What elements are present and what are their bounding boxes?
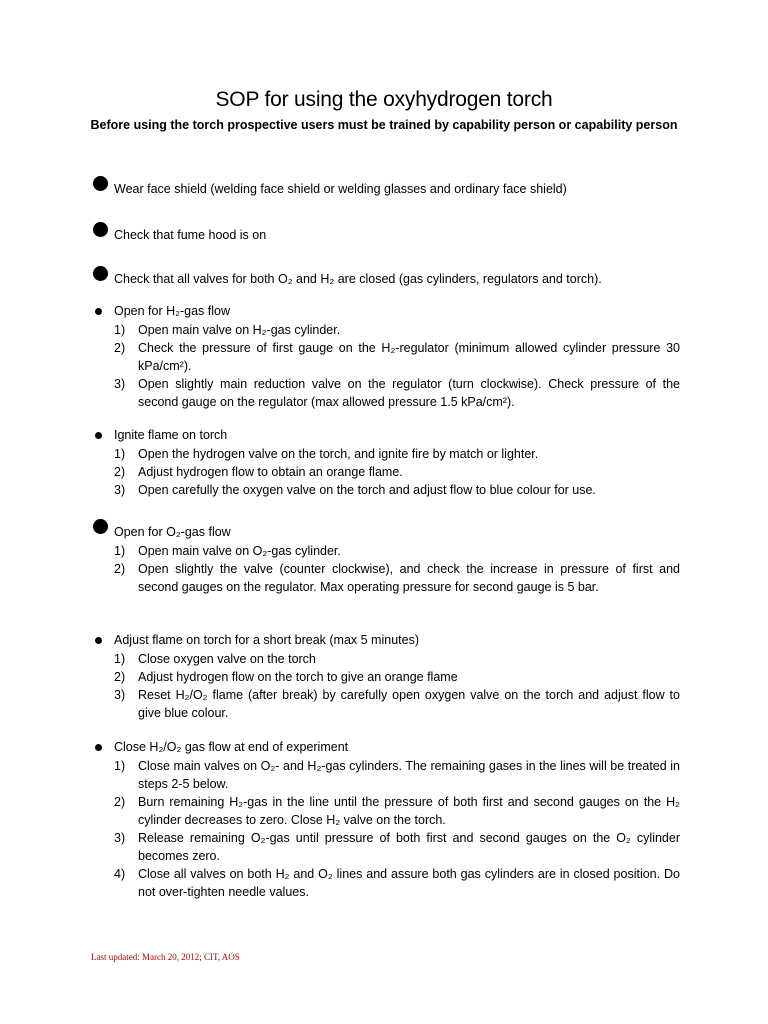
step-text: Open the hydrogen valve on the torch, and ignite fire by match or lighter.	[138, 447, 539, 461]
step-item	[90, 560, 680, 596]
step-number: 2)	[114, 465, 126, 479]
step-text: Open main valve on O₂-gas cylinder.	[138, 544, 341, 558]
step-item	[90, 650, 680, 668]
section-heading-text: Close H₂/O₂ gas flow at end of experiment	[114, 740, 349, 754]
step-item	[90, 829, 680, 865]
step-number: 2)	[114, 562, 126, 576]
step-item	[90, 321, 680, 339]
section-heading	[90, 738, 680, 756]
step-item	[90, 757, 680, 793]
section-face-shield	[90, 180, 680, 198]
step-text: Open slightly the valve (counter clockwise), and check the increase in pressure of first and second gauges on the regulator. Max operating pressure for second gauge is 5 bar.	[138, 562, 680, 594]
step-text: Reset H₂/O₂ flame (after break) by carefully open oxygen valve on the torch and adjust flow to give blue colour.	[138, 688, 680, 720]
step-item	[90, 542, 680, 560]
step-text: Close main valves on O₂- and H₂-gas cylinders. The remaining gases in the lines will be treated in steps 2-5 below.	[138, 759, 680, 791]
section-heading	[90, 631, 680, 649]
bullet-icon	[93, 222, 108, 237]
bullet-icon	[95, 308, 102, 315]
step-text: Adjust hydrogen flow on the torch to give an orange flame	[138, 670, 458, 684]
step-number: 1)	[114, 759, 126, 773]
section-heading	[90, 523, 680, 541]
step-item	[90, 375, 680, 411]
section-heading-text: Open for O₂-gas flow	[114, 525, 231, 539]
step-item	[90, 445, 680, 463]
bullet-icon	[93, 519, 108, 534]
step-item	[90, 793, 680, 829]
step-number: 2)	[114, 670, 126, 684]
page-subtitle: Before using the torch prospective users must be trained by capability person or capability person	[90, 118, 678, 132]
step-item	[90, 668, 680, 686]
step-number: 4)	[114, 867, 126, 881]
section-heading	[90, 180, 680, 198]
section-heading-text: Adjust flame on torch for a short break (max 5 minutes)	[114, 633, 419, 647]
step-number: 3)	[114, 377, 126, 391]
step-text: Release remaining O₂-gas until pressure of both first and second gauges on the O₂ cylinder becomes zero.	[138, 831, 680, 863]
step-list	[90, 542, 680, 596]
bullet-icon	[95, 744, 102, 751]
step-number: 3)	[114, 483, 126, 497]
section-ignite-flame	[90, 426, 680, 499]
step-item	[90, 865, 680, 901]
step-list	[90, 757, 680, 901]
bullet-icon	[93, 176, 108, 191]
step-number: 1)	[114, 447, 126, 461]
section-heading-text: Wear face shield (welding face shield or welding glasses and ordinary face shield)	[114, 182, 567, 196]
step-item	[90, 339, 680, 375]
step-text: Burn remaining H₂-gas in the line until the pressure of both first and second gauges on the H₂ cylinder decreases to zero. Close H₂ valve on the torch.	[138, 795, 680, 827]
step-item	[90, 686, 680, 722]
step-item	[90, 463, 680, 481]
step-text: Open main valve on H₂-gas cylinder.	[138, 323, 341, 337]
step-number: 1)	[114, 544, 126, 558]
step-number: 3)	[114, 688, 126, 702]
last-updated-footer: Last updated: March 20, 2012; CIT, AOS	[91, 952, 240, 962]
step-list	[90, 321, 680, 411]
section-heading-text: Check that all valves for both O₂ and H₂ are closed (gas cylinders, regulators and torch).	[114, 272, 602, 286]
step-text: Open carefully the oxygen valve on the torch and adjust flow to blue colour for use.	[138, 483, 596, 497]
step-number: 1)	[114, 323, 126, 337]
section-heading	[90, 426, 680, 444]
section-short-break	[90, 631, 680, 722]
page-title: SOP for using the oxyhydrogen torch	[215, 88, 553, 111]
step-item	[90, 481, 680, 499]
section-heading	[90, 270, 680, 288]
step-list	[90, 650, 680, 722]
section-heading	[90, 302, 680, 320]
step-number: 1)	[114, 652, 126, 666]
step-text: Close all valves on both H₂ and O₂ lines and assure both gas cylinders are in closed position. Do not over-tighten needle values.	[138, 867, 680, 899]
step-list	[90, 445, 680, 499]
section-valves-closed	[90, 270, 680, 288]
section-heading-text: Check that fume hood is on	[114, 228, 267, 242]
step-text: Close oxygen valve on the torch	[138, 652, 316, 666]
section-o2-flow	[90, 523, 680, 596]
section-fume-hood	[90, 226, 680, 244]
section-heading-text: Open for H₂-gas flow	[114, 304, 231, 318]
step-text: Open slightly main reduction valve on the regulator (turn clockwise). Check pressure of the second gauge on the regulator (max allowed pressure 1.5 kPa/cm²).	[138, 377, 680, 409]
section-h2-flow	[90, 302, 680, 411]
section-close-gas-flow	[90, 738, 680, 901]
section-heading-text: Ignite flame on torch	[114, 428, 228, 442]
step-text: Check the pressure of first gauge on the H₂-regulator (minimum allowed cylinder pressure 30 kPa/cm²).	[138, 341, 680, 373]
step-text: Adjust hydrogen flow to obtain an orange flame.	[138, 465, 403, 479]
step-number: 2)	[114, 795, 126, 809]
bullet-icon	[93, 266, 108, 281]
section-heading	[90, 226, 680, 244]
step-number: 2)	[114, 341, 126, 355]
bullet-icon	[95, 637, 102, 644]
step-number: 3)	[114, 831, 126, 845]
bullet-icon	[95, 432, 102, 439]
